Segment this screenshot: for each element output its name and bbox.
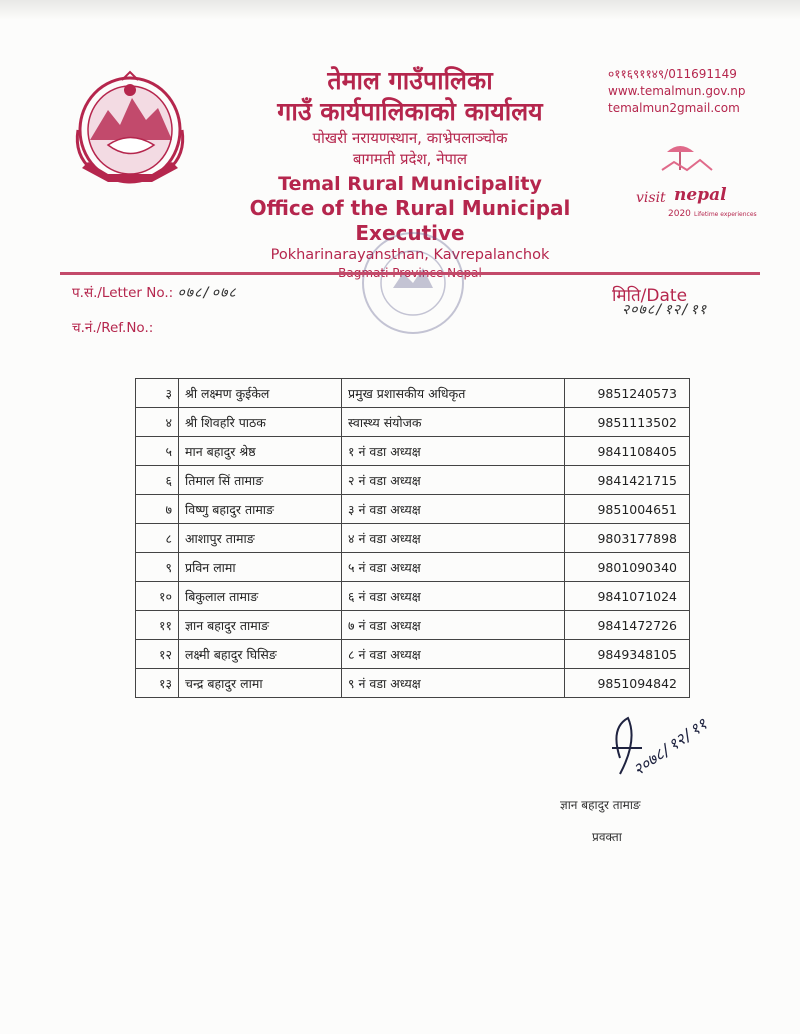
- nepal-word: nepal: [674, 185, 727, 205]
- date-label: मिति/Date: [612, 286, 688, 306]
- phone-cell: 9841108405: [565, 437, 690, 466]
- serial-cell: ६: [136, 466, 179, 495]
- serial-cell: ४: [136, 408, 179, 437]
- name-cell: तिमाल सिं तामाङ: [179, 466, 342, 495]
- date-value: २०७८/१२/११: [622, 302, 708, 318]
- signatory-name: ज्ञान बहादुर तामाङ: [560, 798, 641, 812]
- signatory-role: प्रवक्ता: [592, 830, 622, 844]
- serial-cell: ९: [136, 553, 179, 582]
- nepali-address-line-2: बागमती प्रदेश, नेपाल: [352, 150, 468, 168]
- office-stamp-icon: [358, 228, 468, 338]
- email: temalmun2gmail.com: [608, 101, 740, 115]
- serial-cell: ११: [136, 611, 179, 640]
- serial-cell: ७: [136, 495, 179, 524]
- serial-cell: ३: [136, 379, 179, 408]
- phone-cell: 9841071024: [565, 582, 690, 611]
- post-cell: २ नं वडा अध्यक्ष: [342, 466, 565, 495]
- contact-roster-table: [135, 378, 690, 698]
- name-cell: आशापुर तामाङ: [179, 524, 342, 553]
- letter-number-value: ०७८/०७८: [177, 285, 237, 301]
- post-cell: ८ नं वडा अध्यक्ष: [342, 640, 565, 669]
- post-cell: ९ नं वडा अध्यक्ष: [342, 669, 565, 698]
- phone-cell: 9851113502: [565, 408, 690, 437]
- table-row: [136, 553, 690, 582]
- phone-cell: 9803177898: [565, 524, 690, 553]
- contact-block: [608, 66, 746, 117]
- english-office-name: Office of the Rural Municipal Executive: [249, 196, 571, 245]
- phone-cell: 9841472726: [565, 611, 690, 640]
- visit-nepal-logo-icon: [632, 140, 757, 225]
- name-cell: ज्ञान बहादुर तामाङ: [179, 611, 342, 640]
- phone-number: ०११६९११४९/011691149: [608, 67, 737, 81]
- nepali-office-name: गाउँ कार्यपालिकाको कार्यालय: [277, 97, 543, 126]
- post-cell: प्रमुख प्रशासकीय अधिकृत: [342, 379, 565, 408]
- post-cell: ७ नं वडा अध्यक्ष: [342, 611, 565, 640]
- signature-date: २०७८/१२/११: [629, 714, 711, 780]
- table-row: [136, 379, 690, 408]
- name-cell: मान बहादुर श्रेष्ठ: [179, 437, 342, 466]
- name-cell: चन्द्र बहादुर लामा: [179, 669, 342, 698]
- table-row: [136, 466, 690, 495]
- phone-cell: 9841421715: [565, 466, 690, 495]
- table-row: [136, 524, 690, 553]
- letter-number-row: [72, 283, 237, 302]
- name-cell: श्री लक्ष्मण कुईकेल: [179, 379, 342, 408]
- phone-cell: 9801090340: [565, 553, 690, 582]
- table-row: [136, 640, 690, 669]
- serial-cell: १०: [136, 582, 179, 611]
- nepali-address-line-1: पोखरी नरायणस्थान, काभ्रेपलाञ्चोक: [312, 129, 508, 147]
- visit-word: visit: [636, 190, 666, 206]
- english-address-line-1: Pokharinarayansthan, Kavrepalanchok: [270, 247, 550, 263]
- phone-cell: 9851004651: [565, 495, 690, 524]
- nepal-emblem-icon: [68, 70, 192, 198]
- table-row: [136, 437, 690, 466]
- handwritten-signature: [590, 688, 760, 798]
- table-row: [136, 408, 690, 437]
- website: www.temalmun.gov.np: [608, 84, 746, 98]
- serial-cell: ८: [136, 524, 179, 553]
- nepali-municipality-name: तेमाल गाउँपालिका: [327, 66, 493, 95]
- serial-cell: ५: [136, 437, 179, 466]
- visit-tagline: Lifetime experiences: [694, 211, 757, 218]
- post-cell: ४ नं वडा अध्यक्ष: [342, 524, 565, 553]
- post-cell: स्वास्थ्य संयोजक: [342, 408, 565, 437]
- phone-cell: 9851240573: [565, 379, 690, 408]
- serial-cell: १२: [136, 640, 179, 669]
- post-cell: ५ नं वडा अध्यक्ष: [342, 553, 565, 582]
- post-cell: १ नं वडा अध्यक्ष: [342, 437, 565, 466]
- visit-year: 2020: [668, 209, 691, 219]
- table-row: [136, 611, 690, 640]
- page-edge: [0, 0, 800, 20]
- table-row: [136, 582, 690, 611]
- name-cell: प्रविन लामा: [179, 553, 342, 582]
- name-cell: विष्णु बहादुर तामाङ: [179, 495, 342, 524]
- english-municipality-name: Temal Rural Municipality: [278, 173, 542, 195]
- letter-number-label: प.सं./Letter No.:: [72, 285, 174, 301]
- phone-cell: 9849348105: [565, 640, 690, 669]
- post-cell: ३ नं वडा अध्यक्ष: [342, 495, 565, 524]
- post-cell: ६ नं वडा अध्यक्ष: [342, 582, 565, 611]
- serial-cell: १३: [136, 669, 179, 698]
- header-divider: [60, 272, 760, 275]
- name-cell: श्री शिवहरि पाठक: [179, 408, 342, 437]
- ref-number-label: च.नं./Ref.No.:: [72, 320, 154, 336]
- phone-cell: 9851094842: [565, 669, 690, 698]
- table-row: [136, 495, 690, 524]
- name-cell: बिकुलाल तामाङ: [179, 582, 342, 611]
- name-cell: लक्ष्मी बहादुर घिसिङ: [179, 640, 342, 669]
